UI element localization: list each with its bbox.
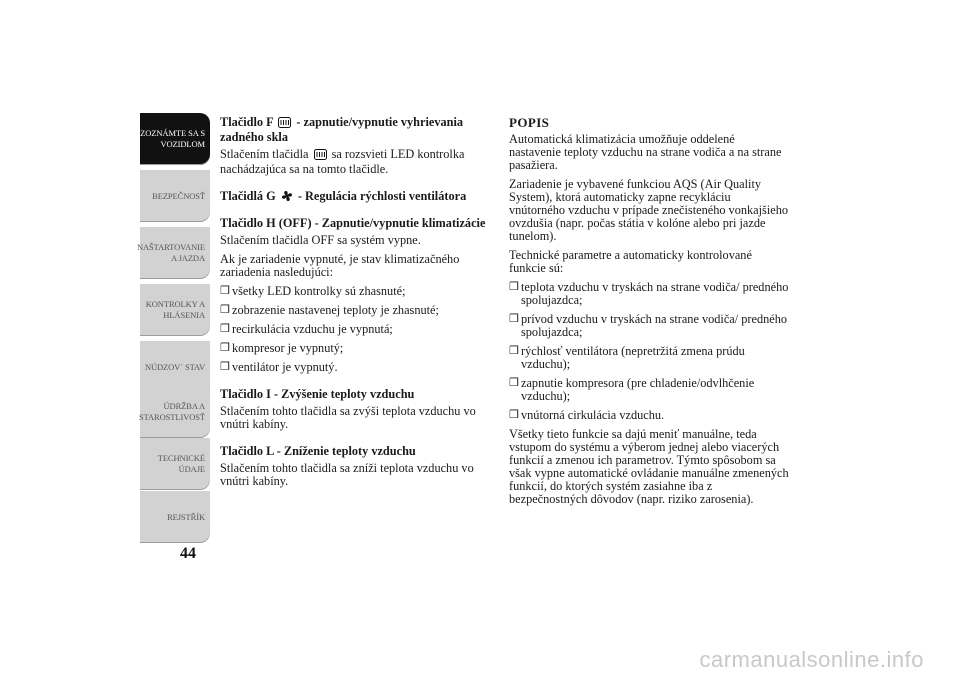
checkbox-bullet: ❒ [220,361,230,373]
fan-icon [281,190,293,205]
text: Stlačením tlačidla [220,147,309,161]
paragraph: Automatická klimatizácia umožňuje oddelené nastavenie teploty vzduchu na strane vodiča a na strane pasažiera. [509,132,782,172]
checkbox-bullet: ❒ [220,342,230,354]
checkbox-bullet: ❒ [220,304,230,316]
checkbox-bullet: ❒ [509,281,519,293]
list-item-text: rýchlosť ventilátora (nepretržitá zmena prúdu vzduchu); [521,344,745,371]
list-item-text: zapnutie kompresora (pre chladenie/odvlhčenie vzduchu); [521,376,755,403]
checkbox-bullet: ❒ [509,409,519,421]
paragraph: Zariadenie je vybavené funkciou AQS (Air Quality System), ktorá automaticky zapne recykláciu vnútorného vzduchu v prípade znečisteného vonkajšieho ovzdušia (napr. počas státia v kolóne alebo pri jazde tunelom). [509,177,788,243]
list-item [509,281,789,307]
list-item-text: kompresor je vypnutý; [232,341,344,355]
sidebar-tab-zoznamte-sa[interactable] [140,113,210,165]
list-item-text: ventilátor je vypnutý. [232,360,338,374]
rear-defrost-icon [278,117,291,131]
tab-label: VOZIDLOM [160,139,205,149]
list-item [220,304,492,317]
tab-label: BEZPEČNOSŤ [152,190,205,201]
heading-button-f [220,116,492,144]
list-item [220,323,492,336]
heading-text: - Regulácia rýchlosti ventilátora [297,189,467,203]
page-number: 44 [180,545,196,562]
right-column [509,116,789,512]
checkbox-bullet: ❒ [509,345,519,357]
heading-button-i: Tlačidlo I - Zvýšenie teploty vzduchu [220,387,415,401]
left-column [220,116,492,494]
tab-label: KONTROLKY A [145,299,205,309]
list-item [220,285,492,298]
section-title: POPIS [509,115,550,130]
heading-button-h: Tlačidlo H (OFF) - Zapnutie/vypnutie klimatizácie [220,216,486,230]
list-item [509,313,789,339]
tab-label: A JAZDA [170,253,205,263]
list-item-text: prívod vzduchu v tryskách na strane vodiča/ predného spolujazdca; [521,312,788,339]
text: sa rozsvieti LED kontrolka nachádzajúca sa na tomto tlačidle. [220,147,465,176]
tab-label: ÚDAJE [178,464,205,474]
heading-text: - zapnutie/vypnutie vyhrievania zadného skla [220,115,464,144]
paragraph: Stlačením tohto tlačidla sa zvýši teplota vzduchu vo vnútri kabíny. [220,404,476,431]
sidebar-tab-udrzba[interactable] [140,386,210,438]
list-item [509,345,789,371]
list-item [220,342,492,355]
list-item-text: všetky LED kontrolky sú zhasnuté; [232,284,406,298]
sidebar-tab-bezpecnost[interactable] [140,170,210,222]
tab-label: TECHNICKÉ [157,453,205,463]
paragraph: Stlačením tlačidla OFF sa systém vypne. [220,233,421,247]
list-item [509,377,789,403]
sidebar-tab-nastartovanie[interactable] [136,227,210,279]
paragraph: Ak je zariadenie vypnuté, je stav klimatizačného zariadenia nasledujúci: [220,252,460,279]
tab-label: NÚDZOV´ STAV [144,361,205,372]
list-item-text: vnútorná cirkulácia vzduchu. [521,408,665,422]
list-item [220,361,492,374]
tab-label: REJSTŘÍK [167,511,205,522]
sidebar-tab-kontrolky[interactable] [140,284,210,336]
tab-label: HLÁSENIA [163,310,205,320]
checkbox-bullet: ❒ [220,323,230,335]
list-item [509,409,789,422]
checkbox-bullet: ❒ [509,313,519,325]
sidebar-tab-technicke-udaje[interactable] [140,438,210,490]
list-item-text: recirkulácia vzduchu je vypnutá; [232,322,393,336]
paragraph: Všetky tieto funkcie sa dajú meniť manuálne, teda vstupom do systému a výberom jednej alebo viacerých funkcií a zmenou ich parametrov. Týmto spôsobom sa však vypne automatické ovládanie manuálne zmenených funkcií, do ktorých systém zasiahne iba z bezpečnostných dôvodov (napr. riziko zarosenia). [509,427,789,506]
tab-label: NAŠTARTOVANIE [136,242,205,252]
heading-button-l: Tlačidlo L - Zníženie teploty vzduchu [220,444,416,458]
paragraph: Stlačením tohto tlačidla sa zníži teplota vzduchu vo vnútri kabíny. [220,461,474,488]
heading-text: Tlačidlá G [220,189,276,203]
tab-label: ÚDRŽBA A [163,401,205,411]
list-item-text: teplota vzduchu v tryskách na strane vodiča/ predného spolujazdca; [521,280,789,307]
checkbox-bullet: ❒ [220,285,230,297]
heading-button-g [220,190,492,205]
rear-defrost-icon [314,149,327,163]
paragraph [220,148,492,176]
watermark: carmanualsonline.info [699,647,924,672]
sidebar-tab-rejstrik[interactable] [140,491,210,543]
heading-text: Tlačidlo F [220,115,274,129]
tab-label: ZOZNÁMTE SA S [140,128,205,138]
list-item-text: zobrazenie nastavenej teploty je zhasnuté; [232,303,439,317]
tab-label: STAROSTLIVOSŤ [138,412,205,422]
paragraph: Technické parametre a automaticky kontrolované funkcie sú: [509,248,752,275]
checkbox-bullet: ❒ [509,377,519,389]
